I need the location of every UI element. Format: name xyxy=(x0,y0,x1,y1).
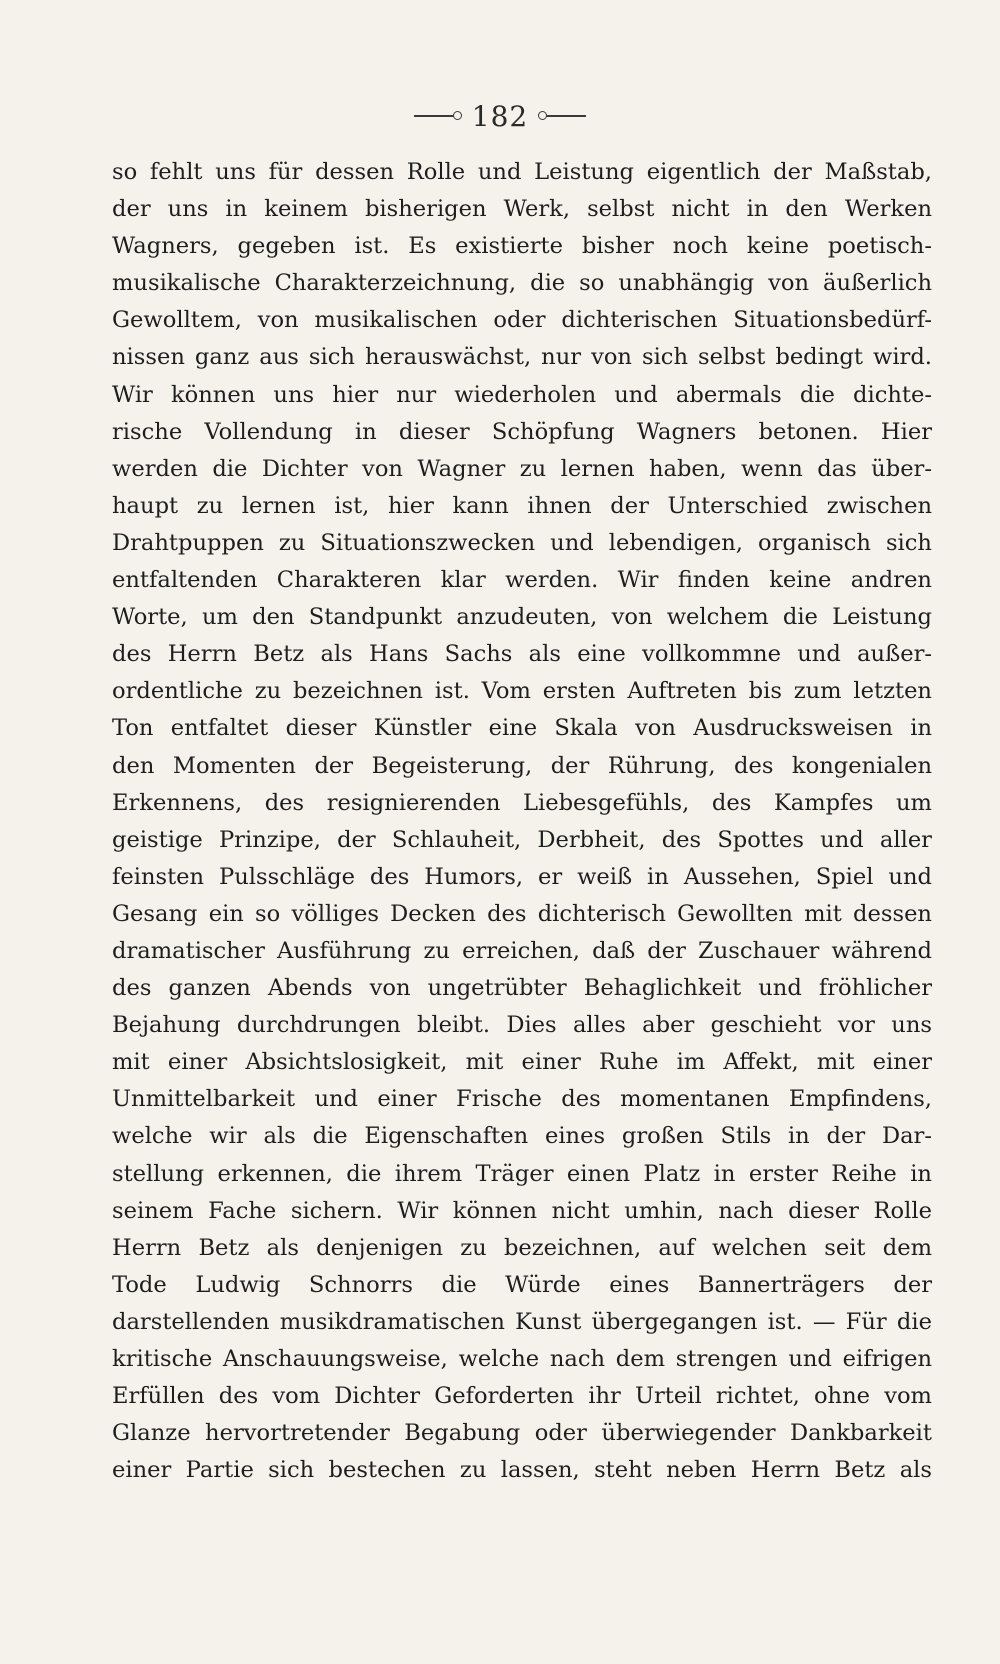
page-header xyxy=(0,96,1000,136)
text-line: Worte, um den Standpunkt anzudeuten, von welchem die Leistung xyxy=(112,604,932,631)
text-line: Tode Ludwig Schnorrs die Würde eines Bannerträgers der xyxy=(112,1271,932,1298)
text-line: einer Partie sich bestechen zu lassen, steht neben Herrn Betz als xyxy=(112,1457,932,1484)
text-line: kritische Anschauungsweise, welche nach dem strengen und eifrigen xyxy=(112,1346,932,1372)
text-line: der uns in keinem bisherigen Werk, selbst nicht in den Werken xyxy=(112,196,932,223)
text-line: feinsten Pulsschläge des Humors, er weiß in Aussehen, Spiel und xyxy=(112,863,932,890)
text-line: Glanze hervortretender Begabung oder überwiegender Dankbarkeit xyxy=(112,1420,932,1447)
text-line: Erkennens, des resignierenden Liebesgefühls, des Kampfes um xyxy=(112,789,932,816)
text-line: Erfüllen des vom Dichter Geforderten ihr Urteil richtet, ohne vom xyxy=(112,1383,932,1410)
text-line: Gewolltem, von musikalischen oder dichterischen Situationsbedürf- xyxy=(112,307,932,334)
text-line: des ganzen Abends von ungetrübter Behaglichkeit und fröhlicher xyxy=(112,975,932,1002)
text-line: werden die Dichter von Wagner zu lernen haben, wenn das über- xyxy=(112,455,932,482)
text-line: des Herrn Betz als Hans Sachs als eine vollkommne und außer- xyxy=(112,641,932,668)
body-text xyxy=(112,154,932,1489)
text-line: den Momenten der Begeisterung, der Rührung, des kongenialen xyxy=(112,752,932,779)
text-line: ordentliche zu bezeichnen ist. Vom ersten Auftreten bis zum letzten xyxy=(112,678,932,705)
text-line: haupt zu lernen ist, hier kann ihnen der Unterschied zwischen xyxy=(112,492,932,519)
text-line: Herrn Betz als denjenigen zu bezeichnen, auf welchen seit dem xyxy=(112,1234,932,1261)
text-line: so fehlt uns für dessen Rolle und Leistung eigentlich der Maßstab, xyxy=(112,159,932,185)
right-ornament-icon xyxy=(542,115,586,117)
text-line: seinem Fache sichern. Wir können nicht umhin, nach dieser Rolle xyxy=(112,1197,932,1224)
text-line: nissen ganz aus sich herauswächst, nur von sich selbst bedingt wird. xyxy=(112,344,932,371)
page-number: 182 xyxy=(471,99,529,133)
text-line: mit einer Absichtslosigkeit, mit einer Ruhe im Affekt, mit einer xyxy=(112,1049,932,1076)
text-line: Bejahung durchdrungen bleibt. Dies alles aber geschieht vor uns xyxy=(112,1012,932,1039)
text-line: rische Vollendung in dieser Schöpfung Wagners betonen. Hier xyxy=(112,418,932,445)
text-line: geistige Prinzipe, der Schlauheit, Derbheit, des Spottes und aller xyxy=(112,826,932,853)
text-line: Wir können uns hier nur wiederholen und abermals die dichte- xyxy=(112,381,932,408)
text-line: Ton entfaltet dieser Künstler eine Skala von Ausdrucksweisen in xyxy=(112,715,932,742)
text-line: Unmittelbarkeit und einer Frische des momentanen Empfindens, xyxy=(112,1086,932,1113)
text-line: musikalische Charakterzeichnung, die so unabhängig von äußerlich xyxy=(112,270,932,297)
text-line: Drahtpuppen zu Situationszwecken und lebendigen, organisch sich xyxy=(112,529,932,556)
text-line: darstellenden musikdramatischen Kunst übergegangen ist. — Für die xyxy=(112,1308,932,1335)
text-line: entfaltenden Charakteren klar werden. Wir finden keine andren xyxy=(112,567,932,594)
text-line: welche wir als die Eigenschaften eines großen Stils in der Dar- xyxy=(112,1123,932,1150)
text-line: stellung erkennen, die ihrem Träger einen Platz in erster Reihe in xyxy=(112,1160,932,1187)
text-line: Gesang ein so völliges Decken des dichterisch Gewollten mit dessen xyxy=(112,900,932,927)
text-line: dramatischer Ausführung zu erreichen, daß der Zuschauer während xyxy=(112,937,932,964)
left-ornament-icon xyxy=(414,115,458,117)
text-line: Wagners, gegeben ist. Es existierte bisher noch keine poetisch- xyxy=(112,233,932,260)
